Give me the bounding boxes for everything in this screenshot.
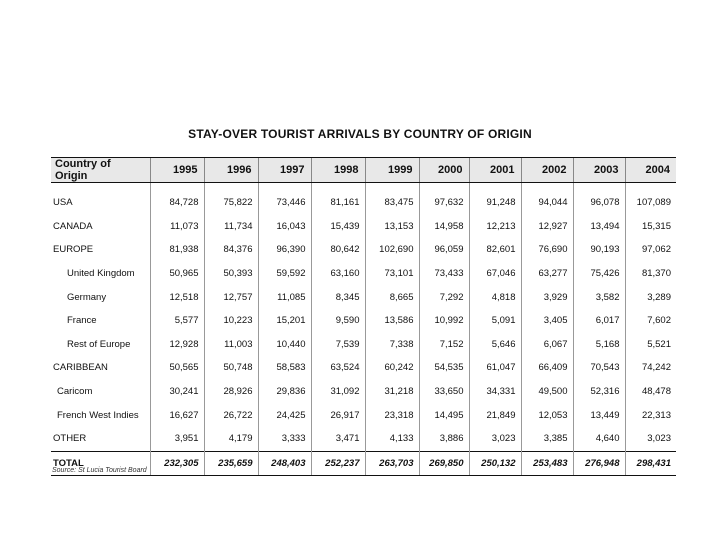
value-cell: 34,331 [469,380,521,404]
value-cell: 94,044 [521,183,573,215]
value-cell: 63,524 [311,356,365,380]
value-cell: 81,161 [311,183,365,215]
country-cell: EUROPE [53,244,94,256]
value-cell: 248,403 [258,451,311,476]
year-header: 1999 [365,158,419,183]
value-cell: 3,289 [625,285,676,309]
value-cell: 269,850 [419,451,469,476]
value-cell: 5,577 [150,309,204,333]
value-cell: 31,218 [365,380,419,404]
table-row [51,333,676,357]
value-cell: 59,592 [258,262,311,286]
table-row [51,183,676,215]
year-header: 1995 [150,158,204,183]
value-cell: 26,722 [204,403,258,427]
value-cell: 3,951 [150,427,204,451]
country-cell: CANADA [53,220,93,232]
value-cell: 9,590 [311,309,365,333]
value-cell: 52,316 [573,380,625,404]
value-cell: 50,965 [150,262,204,286]
value-cell: 3,471 [311,427,365,451]
value-cell: 10,440 [258,333,311,357]
value-cell: 73,446 [258,183,311,215]
value-cell: 8,345 [311,285,365,309]
value-cell: 3,023 [625,427,676,451]
value-cell: 3,582 [573,285,625,309]
value-cell: 263,703 [365,451,419,476]
value-cell: 235,659 [204,451,258,476]
value-cell: 50,393 [204,262,258,286]
value-cell: 63,277 [521,262,573,286]
value-cell: 14,495 [419,403,469,427]
value-cell: 82,601 [469,238,521,262]
country-cell: Germany [67,291,107,303]
value-cell: 3,023 [469,427,521,451]
value-cell: 23,318 [365,403,419,427]
value-cell: 90,193 [573,238,625,262]
value-cell: 7,292 [419,285,469,309]
value-cell: 10,992 [419,309,469,333]
value-cell: 3,405 [521,309,573,333]
value-cell: 276,948 [573,451,625,476]
value-cell: 29,836 [258,380,311,404]
value-cell: 8,665 [365,285,419,309]
value-cell: 75,822 [204,183,258,215]
table-row [51,380,676,404]
country-cell: Rest of Europe [67,338,131,350]
value-cell: 63,160 [311,262,365,286]
value-cell: 33,650 [419,380,469,404]
value-cell: 50,748 [204,356,258,380]
country-cell: France [67,315,97,327]
value-cell: 11,734 [204,215,258,239]
value-cell: 74,242 [625,356,676,380]
value-cell: 75,426 [573,262,625,286]
value-cell: 96,078 [573,183,625,215]
value-cell: 11,085 [258,285,311,309]
country-cell: OTHER [53,433,87,445]
value-cell: 16,043 [258,215,311,239]
value-cell: 73,101 [365,262,419,286]
table-row [51,356,676,380]
value-cell: 70,543 [573,356,625,380]
table-row [51,215,676,239]
value-cell: 5,646 [469,333,521,357]
value-cell: 298,431 [625,451,676,476]
year-header: 2004 [625,158,676,183]
value-cell: 6,017 [573,309,625,333]
arrivals-table [51,157,676,476]
country-cell: USA [53,197,73,209]
value-cell: 24,425 [258,403,311,427]
value-cell: 4,640 [573,427,625,451]
value-cell: 15,439 [311,215,365,239]
country-cell: Caricom [57,386,93,398]
value-cell: 50,565 [150,356,204,380]
year-header: 1998 [311,158,365,183]
value-cell: 49,500 [521,380,573,404]
value-cell: 48,478 [625,380,676,404]
value-cell: 31,092 [311,380,365,404]
country-cell: CARIBBEAN [53,362,108,374]
value-cell: 54,535 [419,356,469,380]
value-cell: 97,632 [419,183,469,215]
year-header: 2001 [469,158,521,183]
value-cell: 7,152 [419,333,469,357]
value-cell: 7,338 [365,333,419,357]
value-cell: 13,153 [365,215,419,239]
value-cell: 81,938 [150,238,204,262]
value-cell: 6,067 [521,333,573,357]
source-note: Source: St Lucia Tourist Board [52,467,147,474]
value-cell: 13,449 [573,403,625,427]
value-cell: 21,849 [469,403,521,427]
value-cell: 250,132 [469,451,521,476]
country-cell: French West Indies [57,409,139,421]
value-cell: 253,483 [521,451,573,476]
value-cell: 73,433 [419,262,469,286]
value-cell: 14,958 [419,215,469,239]
value-cell: 66,409 [521,356,573,380]
value-cell: 107,089 [625,183,676,215]
year-header: 2002 [521,158,573,183]
table-row [51,403,676,427]
table-row [51,285,676,309]
value-cell: 13,586 [365,309,419,333]
table-body [51,183,676,476]
value-cell: 7,602 [625,309,676,333]
value-cell: 97,062 [625,238,676,262]
value-cell: 15,315 [625,215,676,239]
table-row [51,262,676,286]
value-cell: 30,241 [150,380,204,404]
value-cell: 91,248 [469,183,521,215]
value-cell: 252,237 [311,451,365,476]
value-cell: 13,494 [573,215,625,239]
value-cell: 12,518 [150,285,204,309]
country-cell: TOTAL [51,451,150,476]
table-title: STAY-OVER TOURIST ARRIVALS BY COUNTRY OF ORIGIN [188,127,532,141]
value-cell: 3,385 [521,427,573,451]
value-cell: 22,313 [625,403,676,427]
value-cell: 96,390 [258,238,311,262]
country-of-origin-header: Country of Origin [51,158,150,183]
value-cell: 7,539 [311,333,365,357]
value-cell: 102,690 [365,238,419,262]
value-cell: 16,627 [150,403,204,427]
value-cell: 5,168 [573,333,625,357]
value-cell: 10,223 [204,309,258,333]
value-cell: 26,917 [311,403,365,427]
value-cell: 3,929 [521,285,573,309]
value-cell: 84,728 [150,183,204,215]
value-cell: 232,305 [150,451,204,476]
table-row [51,427,676,451]
value-cell: 5,521 [625,333,676,357]
value-cell: 84,376 [204,238,258,262]
table-row [51,238,676,262]
value-cell: 96,059 [419,238,469,262]
value-cell: 61,047 [469,356,521,380]
value-cell: 12,757 [204,285,258,309]
country-cell: United Kingdom [67,268,135,280]
year-header: 2000 [419,158,469,183]
value-cell: 12,928 [150,333,204,357]
value-cell: 83,475 [365,183,419,215]
value-cell: 3,333 [258,427,311,451]
value-cell: 11,003 [204,333,258,357]
value-cell: 80,642 [311,238,365,262]
value-cell: 4,133 [365,427,419,451]
value-cell: 58,583 [258,356,311,380]
value-cell: 3,886 [419,427,469,451]
value-cell: 28,926 [204,380,258,404]
value-cell: 81,370 [625,262,676,286]
value-cell: 12,053 [521,403,573,427]
year-header: 1996 [204,158,258,183]
header-row [51,158,676,183]
value-cell: 4,818 [469,285,521,309]
value-cell: 11,073 [150,215,204,239]
value-cell: 5,091 [469,309,521,333]
year-header: 1997 [258,158,311,183]
value-cell: 12,927 [521,215,573,239]
value-cell: 4,179 [204,427,258,451]
table-row [51,309,676,333]
value-cell: 67,046 [469,262,521,286]
value-cell: 12,213 [469,215,521,239]
value-cell: 60,242 [365,356,419,380]
value-cell: 76,690 [521,238,573,262]
value-cell: 15,201 [258,309,311,333]
year-header: 2003 [573,158,625,183]
